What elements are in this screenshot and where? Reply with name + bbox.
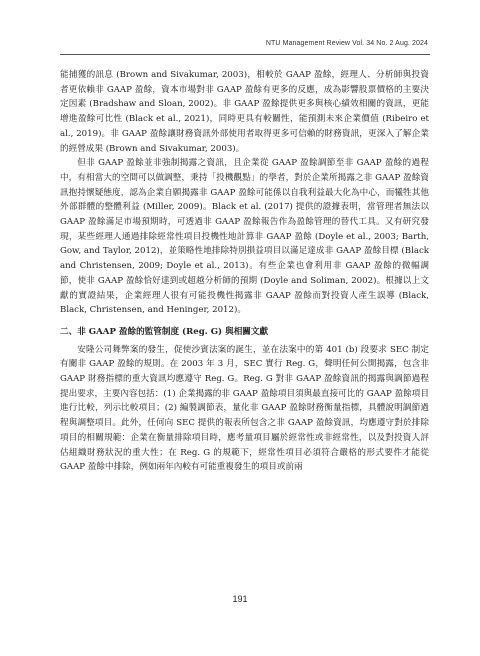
header-rule bbox=[60, 54, 430, 55]
body-paragraph-2: 但非 GAAP 盈餘並非強制揭露之資訊，且企業從 GAAP 盈餘調節至非 GAAP 盈餘的過程中，有相當大的空間可以做調整，秉持「投機觀點」的學者，對於企業所揭露之非 GAAP 盈餘資訊抱持懷疑態度，認為企業自願揭露非 GAAP 盈餘可能係以自我利益最大化為中心，而犧牲其他外部群體的整體利益 (Miller, 2009)。Black et al. (2017) 提供的證據表明，當管理者無法以 GAAP 盈餘滿足市場預期時，可透過非 GAAP 盈餘報告作為盈餘管理的替代工具。又有研究發現，某些經理人通過排除經常性項目投機性地計算非 GAAP 盈餘 (Doyle et al., 2003; Barth, Gow, and Taylor, 2012)，並策略性地排除特別損益項目以滿足達成非 GAAP 盈餘目標 (Black and Christensen, 2009; Doyle et al., 2013)。有些企業也會利用非 GAAP 盈餘的微幅調節，使非 GAAP 盈餘恰好達到或超越分析師的預期 (Doyle and Soliman, 2002)。根據以上文獻的實證結果，企業經理人很有可能投機性揭露非 GAAP 盈餘而對投資人產生誤導 (Black, Black, Christensen, and Heninger, 2012)。 bbox=[60, 158, 429, 316]
section-heading: 二、非 GAAP 盈餘的監管制度 (Reg. G) 與相關文獻 bbox=[60, 326, 269, 337]
section-paragraph: 安隆公司舞弊案的發生，促使沙賓法案的誕生，並在法案中的第 401 (b) 段要求 SEC 制定有關非 GAAP 盈餘的規則。在 2003 年 3 月，SEC 實行 Reg. G，聲明任何公開揭露，包含非 GAAP 財務指標的重大資訊均應遵守 Reg. G。Reg. G 對非 GAAP 盈餘資訊的揭露與調節過程提出要求，主要內容包括：(1) 企業揭露的非 GAAP 盈餘項目須與最直接可比的 GAAP 盈餘項目進行比較，列示比較項目；(2) 編製調節表，量化非 GAAP 盈餘財務衡量指標，具體說明調節過程與調整項目。此外，任何向 SEC 提供的報表所包含之非 GAAP 盈餘資訊，均應遵守對於排除項目的相關規範：企業在衡量排除項目時，應考量項目屬於經常性或非經常性，以及對投資人評估組織財務狀況的重大性；在 Reg. G 的規範下，經常性項目必須符合嚴格的形式要件才能從 GAAP 盈餘中排除，例如兩年內較有可能重複發生的項目或前兩 bbox=[60, 344, 429, 473]
section-spacer bbox=[60, 318, 429, 325]
page-body bbox=[60, 68, 429, 475]
body-paragraph-1: 能捕獲的訊息 (Brown and Sivakumar, 2003)，相較於 GAAP 盈餘，經理人、分析師與投資者更依賴非 GAAP 盈餘，資本市場對非 GAAP 盈餘有更多的反應，成為影響股票價格的主要決定因素 (Bradshaw and Sloan, 2002)。非 GAAP 盈餘提供更多與核心績效相關的資訊，更能增進盈餘可比性 (Black et al., 2021)，同時更具有較關性，能預測未來企業價值 (Ribeiro et al., 2019)。非 GAAP 盈餘讓財務資訊外部使用者取得更多可信賴的財務資訊，更深入了解企業的經營成果 (Brown and Sivakumar, 2003)。 bbox=[60, 70, 429, 154]
page-number: 191 bbox=[232, 594, 248, 604]
running-head: NTU Management Review Vol. 34 No. 2 Aug. 2024 bbox=[265, 40, 428, 47]
